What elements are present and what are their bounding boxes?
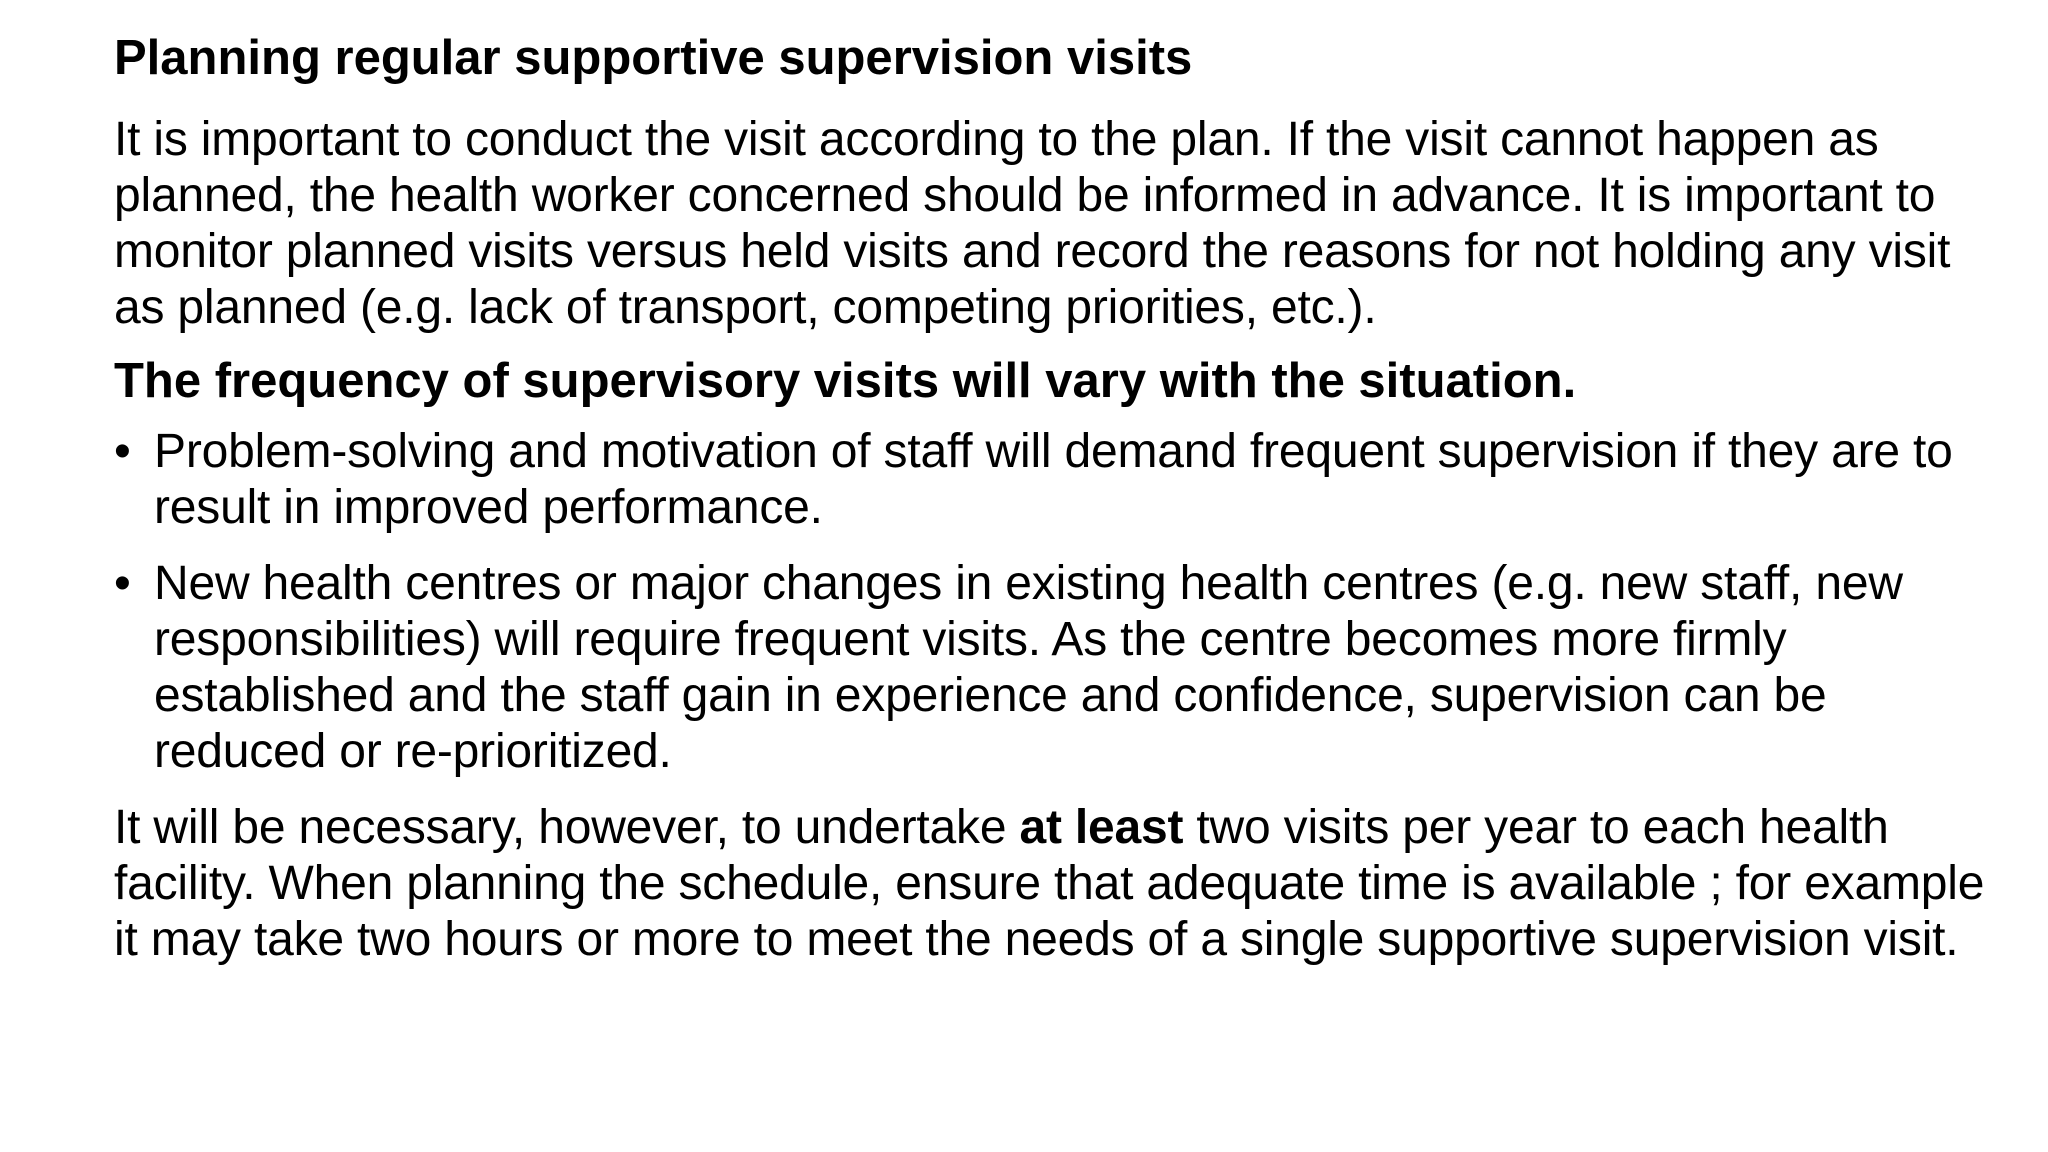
slide-content — [114, 22, 1994, 968]
bullet-list — [114, 424, 1994, 780]
list-item — [114, 424, 1994, 536]
emphasis-text: at least — [1019, 801, 1184, 854]
frequency-subheading: The frequency of supervisory visits will vary with the situation. — [114, 354, 1577, 408]
page-title: Planning regular supportive supervision visits — [114, 31, 1193, 85]
list-item-text: Problem-solving and motivation of staff will demand frequent supervision if they are to result in improved performance. — [154, 425, 1953, 534]
closing-text-start: It will be necessary, however, to undertake — [114, 801, 1020, 854]
closing-paragraph — [114, 800, 1994, 968]
list-item-text: New health centres or major changes in existing health centres (e.g. new staff, new responsibilities) will require frequent visits. As the centre becomes more firmly established and the staff gain in experience and confidence, supervision can be reduced or re-prioritized. — [154, 557, 1903, 778]
list-item — [114, 556, 1994, 780]
closing-text-end: two visits per year to each health facility. When planning the schedule, ensure that adequate time is available ; for example it may take two hours or more to meet the needs of a single supportive supervision visit. — [114, 801, 1985, 966]
bullet-icon: • — [114, 425, 131, 478]
intro-paragraph: It is important to conduct the visit according to the plan. If the visit cannot happen as planned, the health worker concerned should be informed in advance. It is important to monitor planned visits versus held visits and record the reasons for not holding any visit as planned (e.g. lack of transport, competing priorities, etc.). — [114, 113, 1951, 334]
bullet-icon: • — [114, 557, 131, 610]
